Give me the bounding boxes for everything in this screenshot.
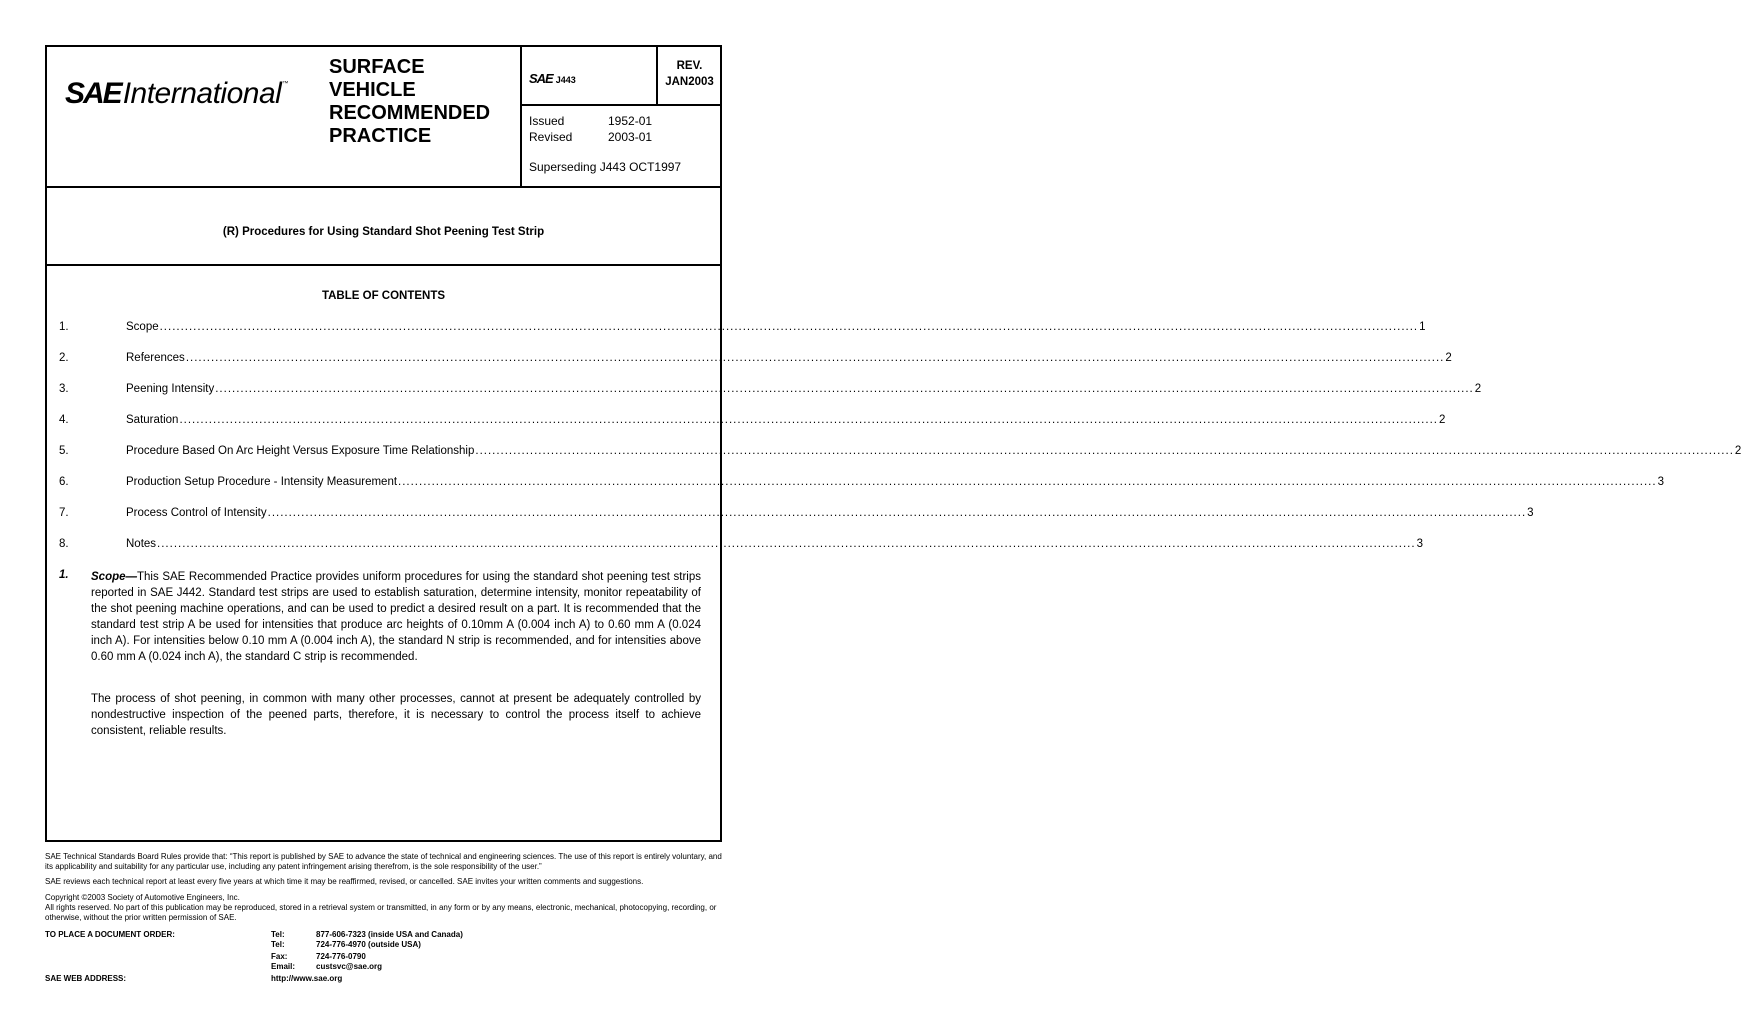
document-number: J443	[555, 75, 576, 85]
toc-leader-dots: ............................................................................................................................................................................................................................................................................................................	[185, 352, 1445, 364]
toc-leader-dots: ............................................................................................................................................................................................................................................................................................................	[267, 507, 1527, 519]
toc-item[interactable]	[59, 383, 1482, 399]
document-header	[47, 47, 720, 188]
toc-leader-dots: ............................................................................................................................................................................................................................................................................................................	[215, 383, 1474, 395]
toc-item-page: 2	[1734, 445, 1741, 457]
scope-text: This SAE Recommended Practice provides uniform procedures for using the standard shot peening test strips reported in SAE J442. Standard test strips are used to establish saturation, determine intensity, monitor repeatability of the shot peening machine operations, and can be used to predict a desired result on a part. It is recommended that the standard test strip A be used for intensities that produce arc heights of 0.10mm A (0.004 inch A) to 0.60 mm A (0.024 inch A). For intensities below 0.10 mm A (0.004 inch A), the standard N strip is recommended, and for intensities above 0.60 mm A (0.024 inch A), the standard C strip is recommended.	[91, 571, 701, 663]
sae-international-logo	[65, 69, 288, 109]
toc-item-page: 2	[1438, 414, 1446, 426]
web-label: SAE WEB ADDRESS:	[45, 974, 127, 983]
contact-label: Fax:	[271, 952, 288, 961]
doc-type-line: SURFACE	[329, 56, 425, 78]
toc-item-label: Peening Intensity	[126, 383, 215, 395]
contact-label: Tel:	[271, 940, 285, 949]
footer-copyright: Copyright ©2003 Society of Automotive Engineers, Inc.	[45, 893, 240, 902]
toc-item-page: 3	[1416, 538, 1423, 550]
toc-item-number: 7.	[59, 507, 69, 519]
doc-type-line: VEHICLE	[329, 79, 416, 101]
toc-leader-dots: ............................................................................................................................................................................................................................................................................................................	[179, 414, 1438, 426]
logo-international-text: International	[122, 77, 282, 110]
rev-date: JAN2003	[665, 76, 714, 88]
toc-leader-dots: ............................................................................................................................................................................................................................................................................................................	[159, 321, 1419, 333]
document-title: (R) Procedures for Using Standard Shot Peening Test Strip	[222, 226, 545, 238]
footer-review: SAE reviews each technical report at least every five years at which time it may be reaffirmed, revised, or cancelled. SAE invites your written comments and suggestions.	[45, 877, 644, 886]
toc-item-page: 1	[1419, 321, 1426, 333]
contact-label: Tel:	[271, 930, 285, 939]
toc-item-page: 3	[1657, 476, 1664, 488]
logo-sae-text: SAE	[65, 77, 121, 110]
revised-value: 2003-01	[608, 130, 653, 144]
doc-type-line: RECOMMENDED	[329, 102, 491, 124]
header-divider	[656, 47, 658, 104]
toc-item[interactable]	[59, 476, 1664, 492]
title-band	[47, 188, 720, 266]
toc-leader-dots: ............................................................................................................................................................................................................................................................................................................	[475, 445, 1734, 457]
toc-item[interactable]	[59, 445, 1741, 461]
footer-rights: All rights reserved. No part of this publication may be reproduced, stored in a retrieval system or transmitted, in any form or by any means, electronic, mechanical, photocopying, recording, or otherwise, without the prior written permission of SAE.	[45, 903, 717, 922]
doc-type-line: PRACTICE	[329, 125, 432, 147]
toc-item-number: 1.	[59, 321, 69, 333]
issue-dates	[529, 113, 652, 145]
toc-item[interactable]	[59, 352, 1452, 368]
toc-item-label: Scope	[126, 321, 159, 333]
order-label: TO PLACE A DOCUMENT ORDER:	[45, 930, 175, 939]
footer-rules: SAE Technical Standards Board Rules provide that: “This report is published by SAE to advance the state of technical and engineering sciences. The use of this report is entirely voluntary, and its applicability and suitability for any particular use, including any patent infringement arising therefrom, is the sole responsibility of the user.”	[45, 852, 722, 871]
toc-item-label: Notes	[126, 538, 157, 550]
toc-item-number: 8.	[59, 538, 69, 550]
toc-item-label: Process Control of Intensity	[126, 507, 267, 519]
issued-value: 1952-01	[608, 114, 653, 128]
toc-item[interactable]	[59, 538, 1423, 554]
toc-leader-dots: ............................................................................................................................................................................................................................................................................................................	[157, 538, 1416, 550]
rev-label: REV.	[676, 60, 703, 72]
sae-mini-logo: SAE	[529, 71, 553, 86]
contact-value[interactable]: custsvc@sae.org	[316, 962, 383, 971]
trademark-symbol: ™	[282, 81, 289, 87]
toc-item[interactable]	[59, 414, 1446, 430]
contact-value: 877-606-7323 (inside USA and Canada)	[316, 930, 463, 939]
header-divider	[520, 104, 720, 106]
superseding-note: Superseding J443 OCT1997	[529, 160, 682, 174]
toc-heading: TABLE OF CONTENTS	[321, 290, 446, 302]
toc-item-label: Production Setup Procedure - Intensity Measurement	[126, 476, 398, 488]
issued-label: Issued	[529, 114, 565, 128]
toc-item-number: 5.	[59, 445, 69, 457]
section-number: 1.	[59, 569, 69, 581]
web-url-link[interactable]: http://www.sae.org	[271, 974, 343, 983]
toc-item-label: Procedure Based On Arc Height Versus Exposure Time Relationship	[126, 445, 475, 457]
toc-item-number: 6.	[59, 476, 69, 488]
toc-item-page: 2	[1474, 383, 1482, 395]
toc-item-number: 2.	[59, 352, 69, 364]
scope-paragraph	[91, 569, 701, 665]
revision-box	[659, 58, 720, 90]
revised-label: Revised	[529, 130, 573, 144]
toc-item[interactable]	[59, 507, 1534, 523]
toc-item-page: 3	[1527, 507, 1534, 519]
section-heading: Scope—	[91, 571, 138, 583]
toc-leader-dots: ............................................................................................................................................................................................................................................................................................................	[398, 476, 1657, 488]
toc-item-number: 3.	[59, 383, 69, 395]
header-divider	[520, 47, 522, 186]
toc-item-label: Saturation	[126, 414, 179, 426]
toc-item[interactable]	[59, 321, 1426, 337]
toc-item-label: References	[126, 352, 185, 364]
document-frame	[45, 45, 1741, 842]
scope-paragraph-2: The process of shot peening, in common with many other processes, cannot at present be adequately controlled by nondestructive inspection of the peened parts, therefore, it is necessary to control the process itself to achieve consistent, reliable results.	[91, 693, 701, 737]
contact-value: 724-776-4970 (outside USA)	[316, 940, 421, 949]
contact-value: 724-776-0790	[316, 952, 366, 961]
document-code	[529, 71, 576, 86]
document-type	[329, 56, 519, 148]
contact-label: Email:	[271, 962, 296, 971]
toc-item-number: 4.	[59, 414, 69, 426]
toc-item-page: 2	[1445, 352, 1452, 364]
